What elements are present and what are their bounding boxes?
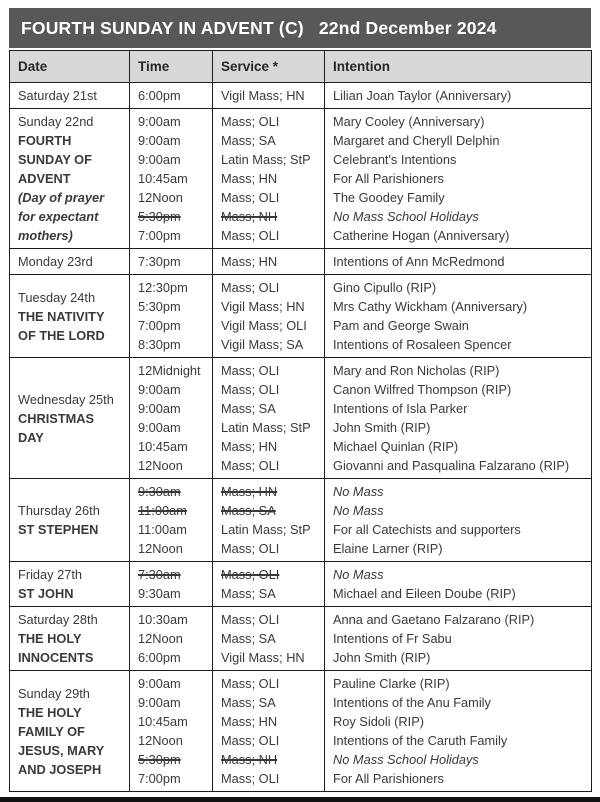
intention-line: No Mass	[333, 503, 384, 518]
service-line: Mass; SA	[221, 401, 276, 416]
service-line: Mass; SA	[221, 695, 276, 710]
time-line: 10:45am	[138, 439, 188, 454]
intention-line: Mary Cooley (Anniversary)	[333, 114, 485, 129]
service-line: Mass; OLI	[221, 771, 280, 786]
page-title-date: 22nd December 2024	[318, 17, 497, 38]
service-line: Latin Mass; StP	[221, 420, 311, 435]
date-line: ST JOHN	[18, 586, 74, 601]
intention-cell	[325, 479, 592, 562]
date-line: FOURTH	[18, 133, 72, 148]
service-cell	[213, 671, 325, 792]
date-line: AND JOSEPH	[18, 761, 102, 777]
time-line: 11:00am	[138, 503, 187, 518]
intention-line: Lilian Joan Taylor (Anniversary)	[333, 88, 512, 103]
date-cell	[10, 249, 130, 275]
table-row	[10, 83, 592, 109]
intention-line: Gino Cipullo (RIP)	[333, 280, 437, 295]
service-line: Vigil Mass; SA	[221, 337, 304, 352]
service-cell	[213, 275, 325, 358]
intention-cell	[325, 109, 592, 249]
time-line: 9:00am	[138, 695, 181, 710]
date-line: Saturday 28th	[18, 612, 98, 627]
service-line: Mass; OLI	[221, 567, 280, 582]
time-line: 12Noon	[138, 190, 183, 205]
time-line: 9:00am	[138, 382, 181, 397]
time-cell	[130, 109, 213, 249]
intention-line: Michael Quinlan (RIP)	[333, 439, 459, 454]
date-line: OF THE LORD	[18, 327, 105, 343]
table-body	[10, 83, 592, 792]
service-line: Mass; SA	[221, 503, 276, 518]
time-line: 8:30pm	[138, 337, 181, 352]
table-row	[10, 358, 592, 479]
intention-line: Giovanni and Pasqualina Falzarano (RIP)	[333, 458, 570, 473]
service-line: Mass; HN	[221, 714, 278, 729]
intention-line: No Mass	[333, 484, 384, 499]
date-cell	[10, 671, 130, 792]
intention-line: Intentions of Ann McRedmond	[333, 254, 505, 269]
table-row	[10, 671, 592, 792]
intention-cell	[325, 671, 592, 792]
intention-line: Canon Wilfred Thompson (RIP)	[333, 382, 512, 397]
intention-cell	[325, 562, 592, 607]
time-line: 7:00pm	[138, 228, 181, 243]
service-line: Vigil Mass; HN	[221, 88, 305, 103]
intention-line: Celebrant's Intentions	[333, 152, 457, 167]
service-line: Vigil Mass; HN	[221, 299, 305, 314]
time-line: 9:00am	[138, 114, 181, 129]
date-line: ADVENT	[18, 171, 71, 186]
date-line: Wednesday 25th	[18, 391, 114, 407]
time-line: 9:00am	[138, 420, 181, 435]
time-line: 5:30pm	[138, 299, 181, 314]
time-line: 12Midnight	[138, 363, 201, 378]
service-line: Mass; OLI	[221, 280, 280, 295]
date-line: Friday 27th	[18, 567, 83, 582]
service-cell	[213, 358, 325, 479]
column-header-date: Date	[10, 51, 130, 83]
service-line: Vigil Mass; HN	[221, 650, 305, 665]
service-line: Mass; OLI	[221, 612, 280, 627]
date-cell	[10, 358, 130, 479]
intention-line: No Mass School Holidays	[333, 752, 479, 767]
title-band	[9, 8, 591, 48]
date-line: Sunday 29th	[18, 685, 90, 701]
intention-line: For All Parishioners	[333, 171, 444, 186]
service-line: Latin Mass; StP	[221, 522, 311, 537]
time-line: 9:30am	[138, 484, 181, 499]
service-line: Mass; OLI	[221, 382, 280, 397]
time-line: 9:00am	[138, 152, 181, 167]
time-line: 5:30pm	[138, 209, 181, 224]
intention-line: Pam and George Swain	[333, 318, 469, 333]
intention-line: Intentions of Rosaleen Spencer	[333, 337, 512, 352]
table-row	[10, 479, 592, 562]
intention-cell	[325, 358, 592, 479]
date-line: FAMILY OF	[18, 723, 85, 739]
intention-line: Margaret and Cheryll Delphin	[333, 133, 500, 148]
service-line: Mass; NH	[221, 209, 278, 224]
service-line: Mass; OLI	[221, 541, 280, 556]
time-cell	[130, 249, 213, 275]
date-cell	[10, 607, 130, 671]
service-cell	[213, 83, 325, 109]
date-cell	[10, 109, 130, 249]
service-line: Mass; HN	[221, 171, 278, 186]
intention-cell	[325, 83, 592, 109]
service-line: Mass; OLI	[221, 190, 280, 205]
intention-line: Intentions of Isla Parker	[333, 401, 468, 416]
table-row	[10, 562, 592, 607]
time-line: 12Noon	[138, 541, 183, 556]
date-line: ST STEPHEN	[18, 522, 99, 537]
time-line: 7:00pm	[138, 318, 181, 333]
bottom-rule	[0, 797, 600, 802]
time-line: 9:30am	[138, 586, 181, 601]
service-line: Mass; HN	[221, 484, 278, 499]
table-row	[10, 109, 592, 249]
service-line: Latin Mass; StP	[221, 152, 311, 167]
date-cell	[10, 275, 130, 358]
date-line: Tuesday 24th	[18, 289, 96, 305]
intention-line: Mrs Cathy Wickham (Anniversary)	[333, 299, 528, 314]
time-line: 10:45am	[138, 714, 188, 729]
date-line: SUNDAY OF	[18, 152, 92, 167]
intention-line: Intentions of the Caruth Family	[333, 733, 508, 748]
time-line: 12Noon	[138, 733, 183, 748]
time-line: 7:30pm	[138, 254, 181, 269]
time-line: 12Noon	[138, 631, 183, 646]
time-cell	[130, 671, 213, 792]
service-line: Mass; SA	[221, 631, 276, 646]
service-line: Mass; HN	[221, 439, 278, 454]
time-cell	[130, 83, 213, 109]
time-cell	[130, 275, 213, 358]
service-cell	[213, 109, 325, 249]
intention-line: Intentions of Fr Sabu	[333, 631, 452, 646]
table-row	[10, 275, 592, 358]
intention-line: Anna and Gaetano Falzarano (RIP)	[333, 612, 535, 627]
table-row	[10, 249, 592, 275]
column-header-time: Time	[130, 51, 213, 83]
intention-line: Pauline Clarke (RIP)	[333, 676, 450, 691]
intention-cell	[325, 249, 592, 275]
date-line: JESUS, MARY	[18, 742, 105, 758]
date-cell	[10, 562, 130, 607]
intention-line: No Mass	[333, 567, 384, 582]
time-line: 10:45am	[138, 171, 188, 186]
service-line: Vigil Mass; OLI	[221, 318, 307, 333]
table-row	[10, 607, 592, 671]
date-cell	[10, 479, 130, 562]
service-cell	[213, 562, 325, 607]
intention-line: John Smith (RIP)	[333, 650, 431, 665]
time-line: 12Noon	[138, 458, 183, 473]
intention-line: Elaine Larner (RIP)	[333, 541, 443, 556]
intention-line: Mary and Ron Nicholas (RIP)	[333, 363, 500, 378]
column-header-service: Service *	[213, 51, 325, 83]
service-line: Mass; SA	[221, 586, 276, 601]
date-line: INNOCENTS	[18, 650, 94, 665]
service-cell	[213, 607, 325, 671]
intention-line: For all Catechists and supporters	[333, 522, 521, 537]
header-row	[10, 51, 592, 83]
date-line: (Day of prayer	[18, 190, 105, 205]
date-line: CHRISTMAS	[18, 410, 95, 426]
service-cell	[213, 479, 325, 562]
date-line: THE NATIVITY	[18, 308, 105, 324]
page-title: FOURTH SUNDAY IN ADVENT (C)	[21, 17, 304, 38]
intention-line: No Mass School Holidays	[333, 209, 479, 224]
time-line: 12:30pm	[138, 280, 188, 295]
intention-line: For All Parishioners	[333, 771, 444, 786]
date-line: DAY	[18, 429, 44, 445]
intention-line: The Goodey Family	[333, 190, 445, 205]
date-line: THE HOLY	[18, 631, 82, 646]
service-line: Mass; OLI	[221, 733, 280, 748]
date-line: mothers)	[18, 228, 73, 243]
time-cell	[130, 562, 213, 607]
date-line: THE HOLY	[18, 704, 82, 720]
date-line: Sunday 22nd	[18, 114, 94, 129]
intention-line: Michael and Eileen Doube (RIP)	[333, 586, 516, 601]
intention-line: Catherine Hogan (Anniversary)	[333, 228, 510, 243]
time-line: 6:00pm	[138, 650, 181, 665]
time-cell	[130, 607, 213, 671]
column-header-intention: Intention	[325, 51, 592, 83]
service-cell	[213, 249, 325, 275]
date-cell	[10, 83, 130, 109]
mass-schedule-table	[9, 50, 592, 792]
service-line: Mass; OLI	[221, 228, 280, 243]
service-line: Mass; NH	[221, 752, 278, 767]
time-line: 10:30am	[138, 612, 188, 627]
intention-cell	[325, 275, 592, 358]
intention-line: John Smith (RIP)	[333, 420, 431, 435]
service-line: Mass; SA	[221, 133, 276, 148]
time-line: 9:00am	[138, 133, 181, 148]
intention-line: Intentions of the Anu Family	[333, 695, 491, 710]
date-line: for expectant	[18, 209, 99, 224]
service-line: Mass; OLI	[221, 458, 280, 473]
time-line: 9:00am	[138, 676, 181, 691]
date-line: Thursday 26th	[18, 503, 100, 518]
service-line: Mass; OLI	[221, 363, 280, 378]
time-line: 5:30pm	[138, 752, 181, 767]
date-line: Saturday 21st	[18, 88, 97, 103]
intention-line: Roy Sidoli (RIP)	[333, 714, 425, 729]
table-header	[10, 51, 592, 83]
time-line: 11:00am	[138, 522, 187, 537]
intention-cell	[325, 607, 592, 671]
service-line: Mass; HN	[221, 254, 278, 269]
time-line: 9:00am	[138, 401, 181, 416]
service-line: Mass; OLI	[221, 676, 280, 691]
time-cell	[130, 479, 213, 562]
date-line: Monday 23rd	[18, 254, 93, 269]
time-cell	[130, 358, 213, 479]
time-line: 6:00pm	[138, 88, 181, 103]
service-line: Mass; OLI	[221, 114, 280, 129]
time-line: 7:00pm	[138, 771, 181, 786]
time-line: 7:30am	[138, 567, 181, 582]
